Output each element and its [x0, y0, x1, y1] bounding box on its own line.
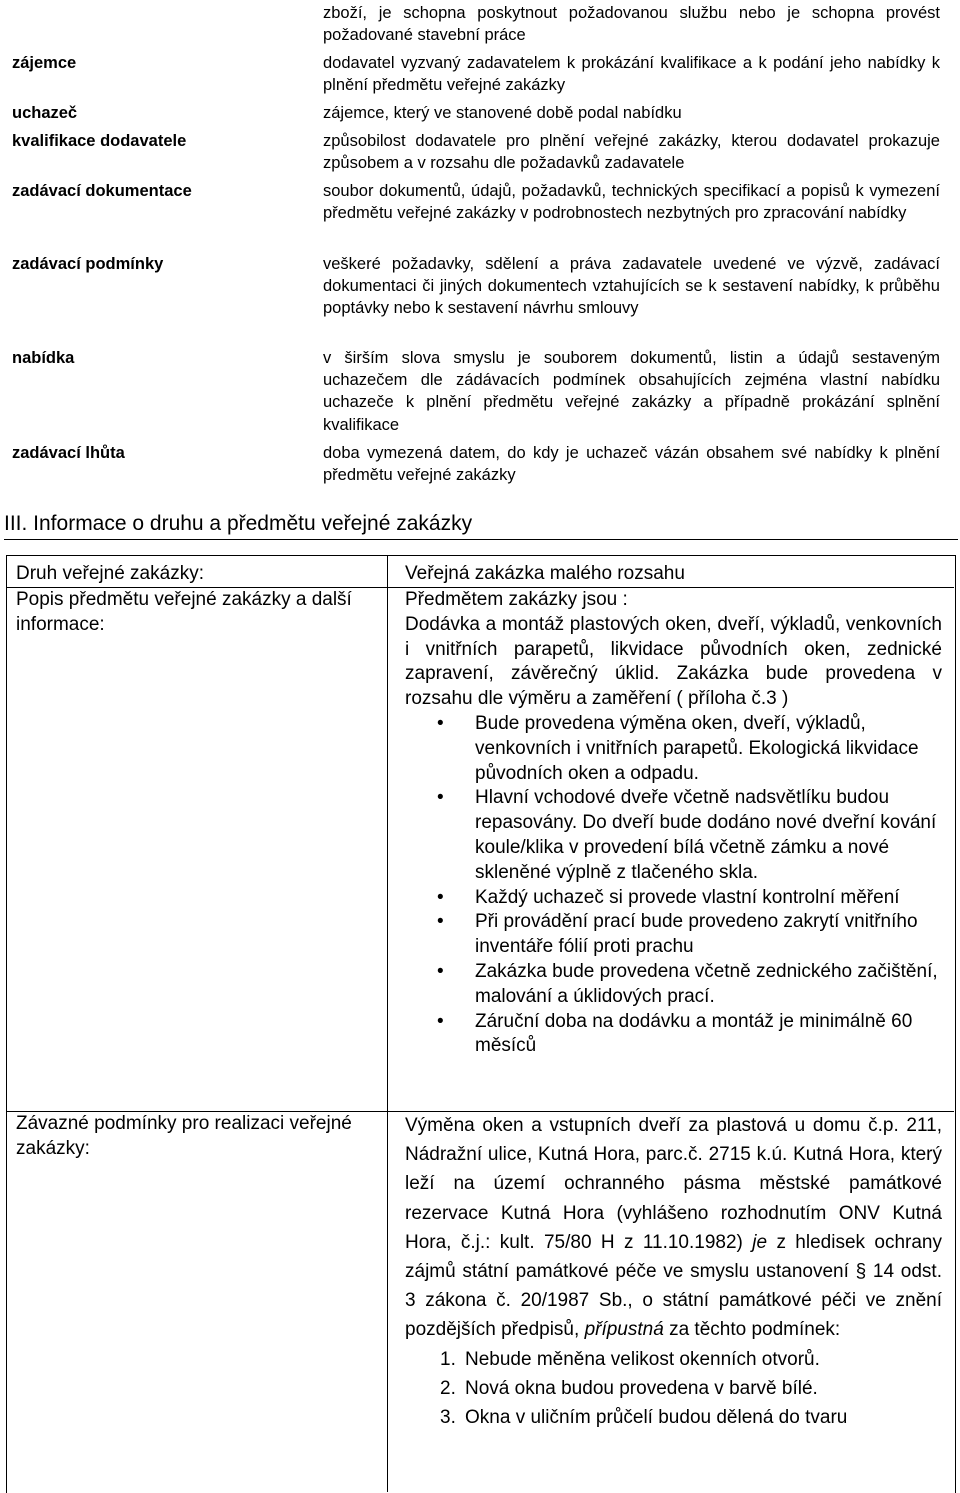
- definition-term: kvalifikace dodavatele: [12, 132, 187, 150]
- table-value-type: Veřejná zakázka malého rozsahu: [405, 563, 685, 584]
- bullet-item: • Bude provedena výměna oken, dveří, výkladů, venkovních i vnitřních parapetů. Ekologická likvidace původních oken a odpadu.: [405, 712, 942, 786]
- definition-desc: zájemce, který ve stanovené době podal nabídku: [323, 104, 682, 122]
- definition-desc: doba vymezená datem, do kdy je uchazeč vázán obsahem své nabídky k plnění předmětu veřejné zakázky: [323, 444, 940, 485]
- section-title: III. Informace o druhu a předmětu veřejné zakázky: [4, 509, 958, 540]
- table-value-description: [405, 588, 942, 1059]
- definition-desc: soubor dokumentů, údajů, požadavků, technických specifikací a popisů k vymezení předmětu veřejné zakázky v podrobnostech nezbytných pro zpracování nabídky: [323, 182, 940, 223]
- bullet-item: • Při provádění prací bude provedeno zakrytí vnitřního inventáře fólií proti prachu: [405, 910, 942, 960]
- definition-term: nabídka: [12, 349, 75, 367]
- numbered-item-text: Okna v uličním průčelí budou dělená do tvaru: [465, 1407, 848, 1429]
- definition-term: zájemce: [12, 54, 77, 72]
- definition-desc: v širším slova smyslu je souborem dokumentů, listin a údajů sestaveným uchazečem dle zádávacích podmínek obsahujících zejména vlastní nabídku uchazeče k plnění předmětu veřejné zakázky a případně prokázání splnění kvalifikace: [323, 349, 940, 434]
- numbered-item-text: Nová okna budou provedena v barvě bílé.: [465, 1377, 818, 1399]
- bullet-item: • Každý uchazeč si provede vlastní kontrolní měření: [405, 886, 942, 911]
- definition-term: uchazeč: [12, 104, 78, 122]
- description-intro: Předmětem zakázky jsou :: [405, 589, 628, 610]
- conditions-text-mid: z hledisek ochrany zájmů státní památkové péče ve smyslu ustanovení § 14 odst. 3 zákona č. 20/1987 Sb., o státní památkové péči ve znění pozdějších předpisů,: [405, 1231, 942, 1341]
- conditions-text-start: Výměna oken a vstupních dveří za plastová u domu č.p. 211, Nádražní ulice, Kutná Hora, parc.č. 2715 k.ú. Kutná Hora, který leží na území ochranného pásma městské památkové rezervace Kutná Hora (vyhlášeno rozhodnutím ONV Kutná Hora, č.j.: kult. 75/80 H z 11.10.1982): [405, 1115, 942, 1253]
- conditions-paragraph: [405, 1111, 942, 1345]
- numbered-item-index: 1.: [440, 1348, 456, 1370]
- definition-term: zadávací dokumentace: [12, 182, 192, 200]
- numbered-item-index: 3.: [440, 1407, 456, 1429]
- definition-desc: veškeré požadavky, sdělení a práva zadavatele uvedené ve výzvě, zadávací dokumentaci či jiných dokumentech vztahujících se k sestavení nabídky, k průběhu poptávky nebo k sestavení návrhu smlouvy: [323, 255, 940, 318]
- table-label-description: Popis předmětu veřejné zakázky a další informace:: [16, 589, 352, 635]
- definition-desc: způsobilost dodavatele pro plnění veřejné zakázky, kterou dodavatel prokazuje způsobem a v rozsahu dle požadavků zadavatele: [323, 132, 940, 173]
- table-column-divider: [387, 555, 388, 1492]
- conditions-numbered-list: [405, 1345, 942, 1433]
- table-label-conditions: Závazné podmínky pro realizaci veřejné zakázky:: [16, 1113, 352, 1159]
- numbered-item: [405, 1345, 942, 1374]
- conditions-text-pripustna: přípustná: [584, 1319, 664, 1341]
- definition-term: zadávací podmínky: [12, 255, 164, 273]
- description-bullet-list: [405, 712, 942, 1059]
- definition-desc: dodavatel vyzvaný zadavatelem k prokázání kvalifikace a k podání jeho nabídky k plnění předmětu veřejné zakázky: [323, 54, 940, 95]
- table-label-type: Druh veřejné zakázky:: [16, 563, 204, 584]
- numbered-item: [405, 1374, 942, 1403]
- numbered-item-index: 2.: [440, 1377, 456, 1399]
- numbered-item: [405, 1403, 942, 1432]
- conditions-text-je: je: [752, 1231, 768, 1253]
- conditions-text-end: za těchto podmínek:: [669, 1319, 841, 1341]
- bullet-item: • Zakázka bude provedena včetně zednického začištění, malování a úklidových prací.: [405, 960, 942, 1010]
- table-value-conditions: [405, 1111, 942, 1433]
- definition-desc: zboží, je schopna poskytnout požadovanou službu nebo je schopna provést požadované stavební práce: [323, 4, 940, 45]
- definition-term: zadávací lhůta: [12, 444, 125, 462]
- bullet-item: • Hlavní vchodové dveře včetně nadsvětlíku budou repasovány. Do dveří bude dodáno nové dveřní kování koule/klika v provedení bílá včetně zámku a nové skleněné výplně z tlačeného skla.: [405, 786, 942, 885]
- bullet-item: • Záruční doba na dodávku a montáž je minimálně 60 měsíců: [405, 1010, 942, 1060]
- numbered-item-text: Nebude měněna velikost okenních otvorů.: [465, 1348, 820, 1370]
- description-paragraph: Dodávka a montáž plastových oken, dveří, výkladů, venkovních i vnitřních parapetů, likvidace původních oken, zednické zapravení, závěrečný úklid. Zakázka bude provedena v rozsahu dle výměru a zaměření ( příloha č.3 ): [405, 613, 942, 710]
